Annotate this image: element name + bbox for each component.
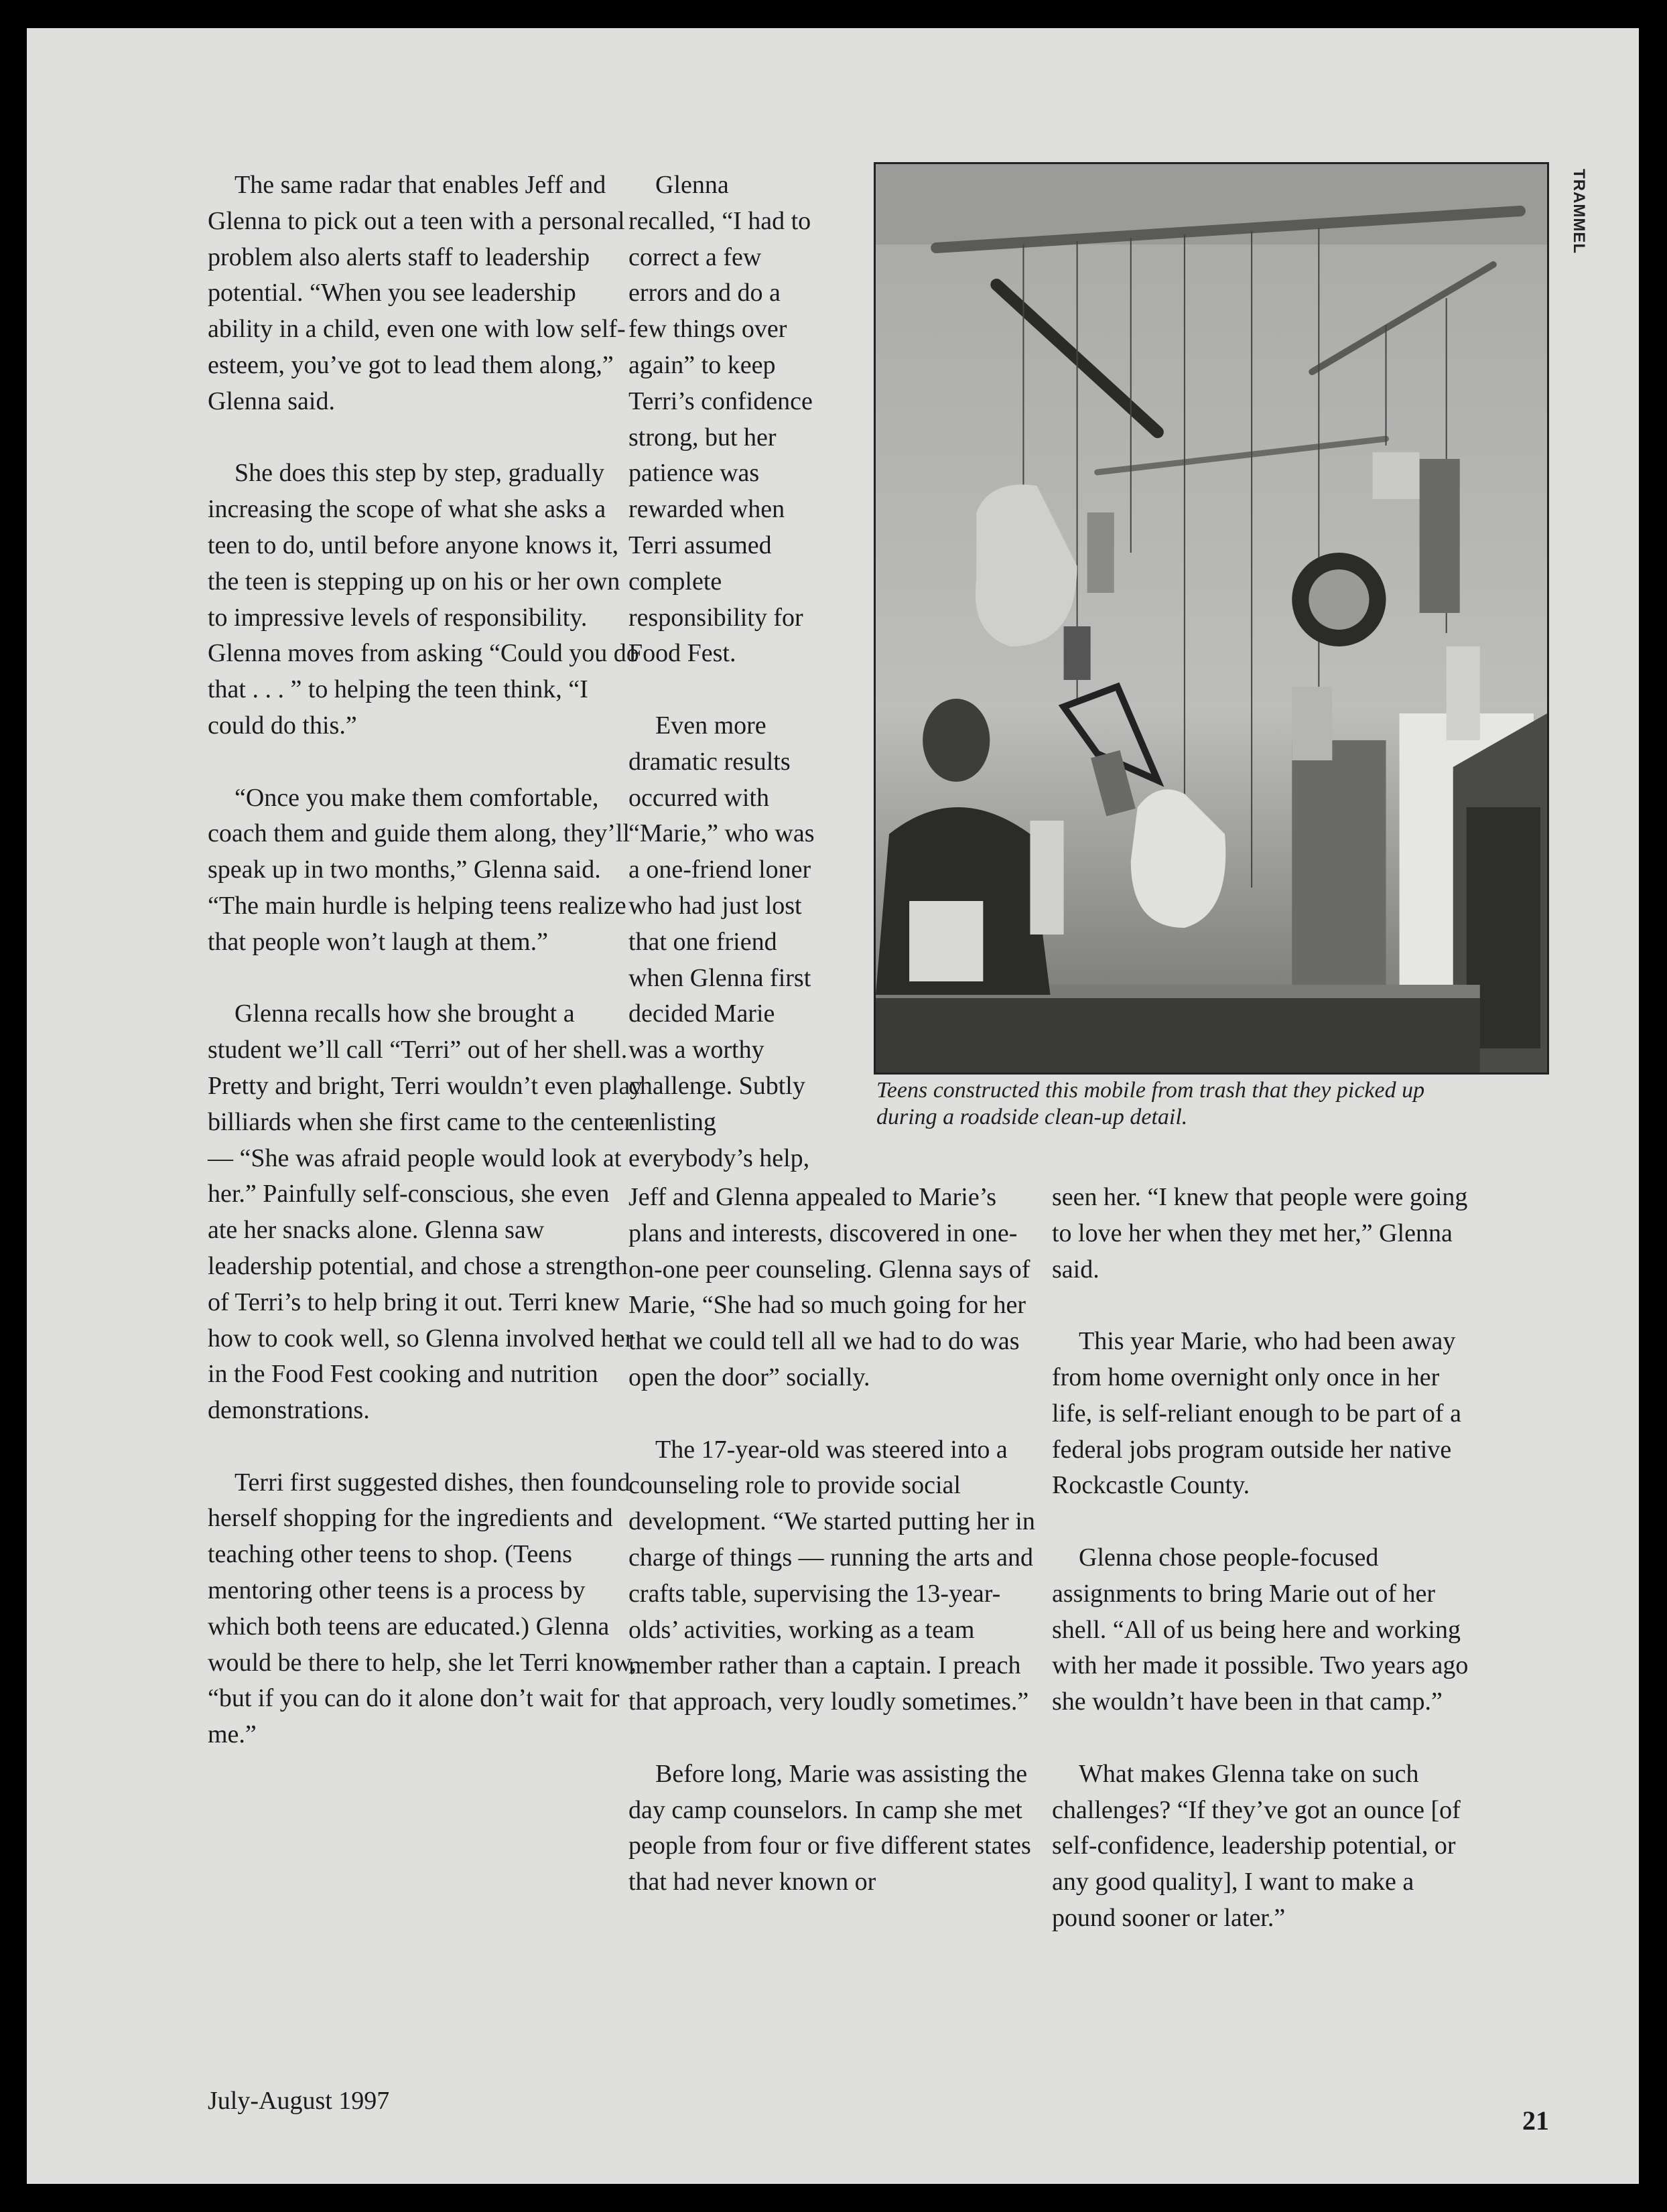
paragraph: Terri first suggested dishes, then found herself shopping for the ingredients and teaching other teens to shop. (Teens mentoring other teens is a process by which both teens are educated.) Glenna would be there to help, she let Terri know, “but if you can do it alone don’t wait for me.” xyxy=(208,1468,637,1749)
paragraph: Before long, Marie was assisting the day camp counselors. In camp she met people from four or five different states that had never known or xyxy=(628,1759,1031,1896)
text-line: occurred with xyxy=(628,783,769,812)
caption-line: Teens constructed this mobile from trash that they picked up xyxy=(876,1078,1425,1103)
text-line: “Marie,” who was xyxy=(628,819,815,848)
text-line: was a worthy xyxy=(628,1036,764,1064)
paragraph: This year Marie, who had been away from home overnight only once in her life, is self-reliant enough to be part of a federal jobs program outside her native Rockcastle County. xyxy=(1052,1327,1461,1500)
text-line: who had just lost xyxy=(628,891,802,920)
text-line: Terri’s confidence xyxy=(628,387,813,415)
text-line: recalled, “I had to xyxy=(628,206,811,235)
text-line: patience was xyxy=(628,459,760,488)
text-line: correct a few xyxy=(628,243,762,271)
column-left xyxy=(208,167,643,1789)
photo-image xyxy=(876,164,1547,1073)
photo-mobile xyxy=(874,162,1549,1075)
text-line: Glenna xyxy=(655,171,729,199)
text-line: challenge. Subtly xyxy=(628,1071,805,1100)
paragraph: The same radar that enables Jeff and Glenna to pick out a teen with a personal problem also alerts staff to leadership potential. “When you see leadership ability in a child, even one with low self-esteem, you’ve got to lead them along,” Glenna said. xyxy=(208,171,626,415)
text-line: that one friend xyxy=(628,927,777,956)
text-line: everybody’s help, xyxy=(628,1144,810,1172)
text-line: Even more xyxy=(655,711,766,740)
text-line: Terri assumed xyxy=(628,531,772,559)
text-line: rewarded when xyxy=(628,495,785,524)
text-line: responsibility for xyxy=(628,603,803,632)
paragraph: seen her. “I knew that people were going to love her when they met her,” Glenna said. xyxy=(1052,1183,1468,1284)
text-line: complete xyxy=(628,567,722,596)
text-line: Food Fest. xyxy=(628,639,736,668)
paragraph: The 17-year-old was steered into a counseling role to provide social development. “We started putting her in charge of things — running the arts and crafts table, supervising the 13-year-olds’ activities, working as a team member rather than a captain. I preach that approach, very loudly sometimes.” xyxy=(628,1435,1035,1716)
magazine-page xyxy=(27,28,1639,2184)
issue-date: July-August 1997 xyxy=(208,2087,390,2115)
caption-line: during a roadside clean-up detail. xyxy=(876,1105,1188,1129)
text-line: dramatic results xyxy=(628,747,791,776)
photo-credit: TRAMMEL xyxy=(1570,169,1588,254)
text-line: errors and do a xyxy=(628,279,781,307)
text-line: enlisting xyxy=(628,1107,716,1136)
paragraph: Jeff and Glenna appealed to Marie’s plans and interests, discovered in one-on-one peer counseling. Glenna says of Marie, “She had so much going for her that we could tell all we had to do was open the door” socially. xyxy=(628,1183,1030,1391)
paragraph: She does this step by step, gradually increasing the scope of what she asks a teen to do, until before anyone knows it, the teen is stepping up on his or her own to impressive levels of responsibility. Glenna moves from asking “Could you do that . . . ” to helping the teen think, “I could do this.” xyxy=(208,459,639,740)
paragraph: Glenna chose people-focused assignments to bring Marie out of her shell. “All of us being here and working with her made it possible. Two years ago she wouldn’t have been in that camp.” xyxy=(1052,1543,1469,1716)
text-line: a one-friend loner xyxy=(628,855,811,884)
paragraph: What makes Glenna take on such challenges? “If they’ve got an ounce [of self-confidence, leadership potential, or any good quality], I want to make a pound sooner or later.” xyxy=(1052,1759,1461,1932)
text-line: few things over xyxy=(628,315,787,344)
text-line: when Glenna first xyxy=(628,963,811,992)
column-middle-wide xyxy=(628,1180,1044,1937)
paragraph: “Once you make them comfortable, coach them and guide them along, they’ll speak up in two months,” Glenna said. “The main hurdle is helping teens realize that people won’t laugh at them.” xyxy=(208,783,630,956)
text-line: again” to keep xyxy=(628,350,776,379)
text-line: strong, but her xyxy=(628,423,777,452)
page-number: 21 xyxy=(1522,2105,1549,2136)
paragraph: Glenna recalls how she brought a student we’ll call “Terri” out of her shell. Pretty and bright, Terri wouldn’t even play billiards when she first came to the center — “She was afraid people would look at her.” Painfully self-conscious, she even ate her snacks alone. Glenna saw leadership potential, and chose a strength of Terri’s to help bring it out. Terri knew how to cook well, so Glenna involved her in the Food Fest cooking and nutrition demonstrations. xyxy=(208,999,643,1425)
photo-caption xyxy=(876,1077,1566,1131)
text-line: decided Marie xyxy=(628,999,775,1028)
column-right xyxy=(1052,1180,1481,1973)
